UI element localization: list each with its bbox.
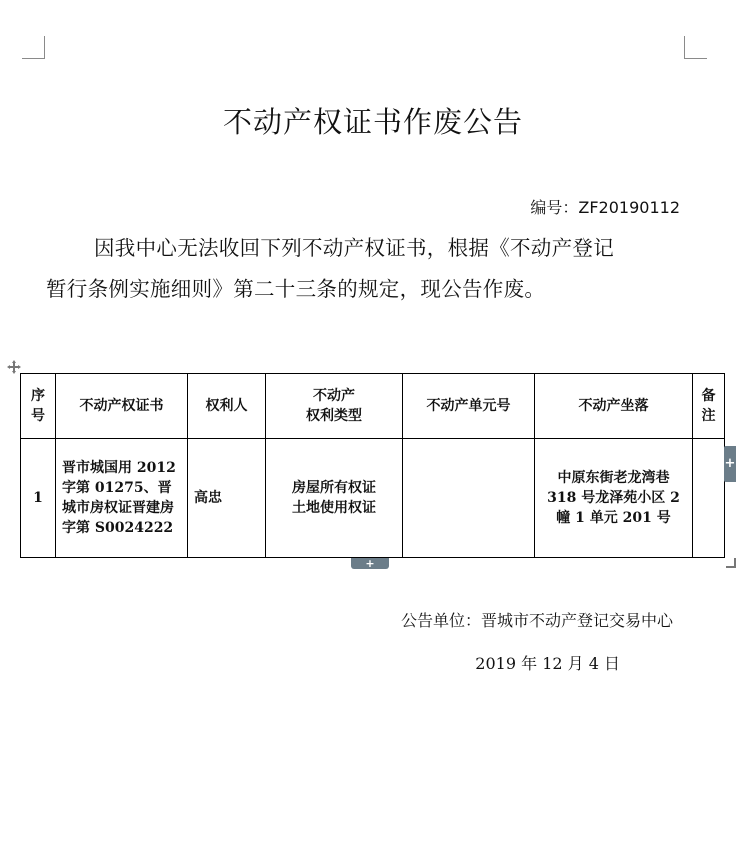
cell-right-type (266, 439, 403, 558)
table-row (21, 439, 725, 558)
crop-mark-top-right (684, 36, 707, 59)
notice-paragraph (46, 228, 686, 310)
crop-mark-top-left (22, 36, 45, 59)
header-right-type-line2: 权利类型 (306, 408, 362, 424)
header-location: 不动产坐落 (535, 374, 693, 439)
paragraph-line-2: 暂行条例实施细则》第二十三条的规定，现公告作废。 (46, 277, 546, 301)
header-no: 序号 (21, 374, 56, 439)
resize-corner-icon[interactable] (724, 556, 734, 566)
cell-right-type-line2: 土地使用权证 (292, 500, 376, 516)
publisher-line: 公告单位：晋城市不动产登记交易中心 (400, 611, 673, 630)
certificate-table (20, 373, 725, 558)
cell-certificate: 晋市城国用 2012 字第 01275、晋城市房权证晋建房字第 S0024222 (56, 439, 188, 558)
header-unit-no: 不动产单元号 (403, 374, 535, 439)
cell-no: 1 (21, 439, 56, 558)
cell-unit-no (403, 439, 535, 558)
document-title: 不动产权证书作废公告 (222, 105, 523, 139)
add-column-plus-icon[interactable]: + (724, 446, 736, 482)
cell-right-type-line1: 房屋所有权证 (292, 480, 376, 496)
cell-remark (693, 439, 725, 558)
header-owner: 权利人 (188, 374, 266, 439)
paragraph-line-1: 因我中心无法收回下列不动产权证书，根据《不动产登记 (94, 236, 614, 260)
document-number: 编号：ZF20190112 (530, 198, 680, 217)
header-right-type (266, 374, 403, 439)
header-certificate: 不动产权证书 (56, 374, 188, 439)
cell-owner: 高忠 (188, 439, 266, 558)
header-remark: 备注 (693, 374, 725, 439)
header-right-type-line1: 不动产 (313, 388, 355, 404)
table-header-row (21, 374, 725, 439)
cell-location: 中原东街老龙湾巷 318 号龙泽苑小区 2 幢 1 单元 201 号 (535, 439, 693, 558)
add-row-plus-icon[interactable]: + (351, 558, 389, 569)
notice-date: 2019 年 12 月 4 日 (475, 654, 620, 673)
